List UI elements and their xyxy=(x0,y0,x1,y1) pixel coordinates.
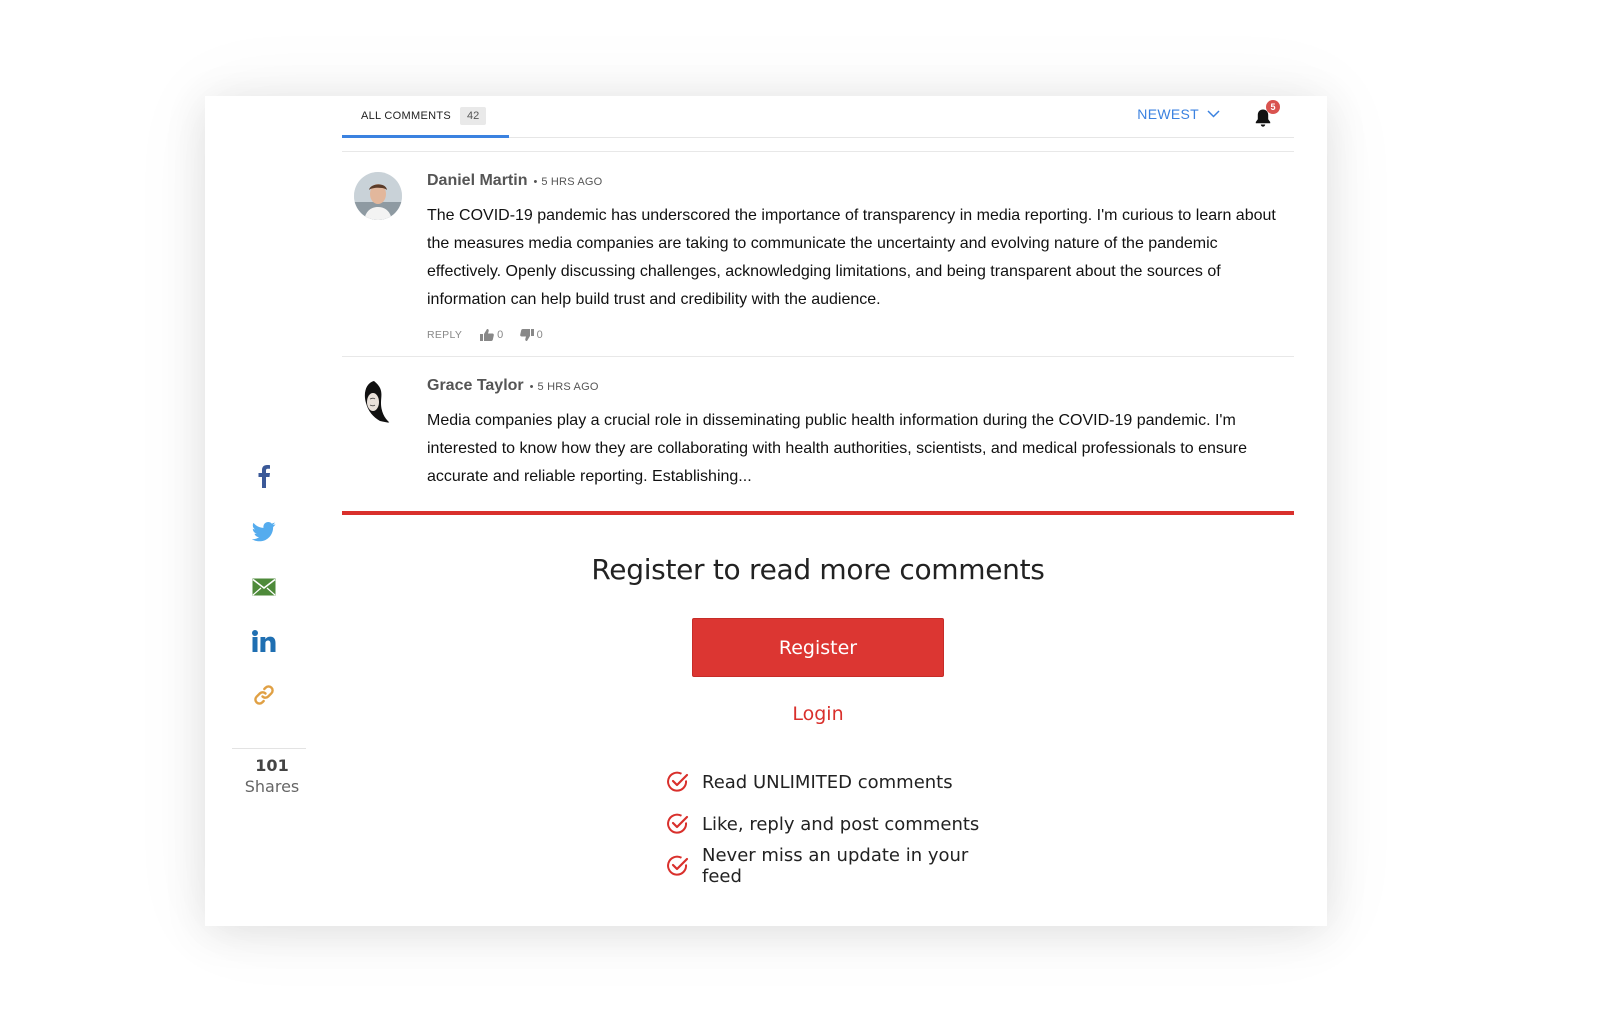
benefit-item xyxy=(666,761,988,803)
comment-body: The COVID-19 pandemic has underscored the importance of transparency in media reporting. I'm curious to learn about the measures media companies are taking to communicate the uncertainty and evolving nature of the pandemic effectively. Openly discussing challenges, acknowledging limitations, and being transparent about the sources of information can help build trust and credibility with the audience. xyxy=(427,207,1276,308)
twitter-icon xyxy=(252,522,276,542)
email-icon xyxy=(252,578,276,596)
benefit-text: Never miss an update in your feed xyxy=(702,845,969,887)
comment-header xyxy=(427,377,1294,399)
sort-dropdown[interactable] xyxy=(1137,106,1220,122)
share-sidebar xyxy=(205,96,345,926)
notifications-button[interactable] xyxy=(1254,102,1278,128)
reply-button[interactable]: REPLY xyxy=(427,329,463,341)
benefits-list xyxy=(648,761,988,887)
check-circle-icon xyxy=(666,770,690,794)
register-title: Register to read more comments xyxy=(591,553,1045,586)
benefit-item xyxy=(666,845,988,887)
thumbs-down-icon xyxy=(520,329,534,341)
comment-header xyxy=(427,172,1294,194)
comment-count-badge: 42 xyxy=(460,107,486,125)
benefit-item xyxy=(666,803,988,845)
dislike-count: 0 xyxy=(536,329,543,341)
avatar-daniel-martin-image xyxy=(354,172,402,220)
comment-author[interactable]: Grace Taylor xyxy=(427,377,524,394)
comment-item xyxy=(342,152,1294,357)
benefit-text: Like, reply and post comments xyxy=(702,813,980,835)
comments-section xyxy=(342,96,1294,887)
register-button[interactable]: Register xyxy=(692,618,944,677)
comment-timestamp: 5 HRS AGO xyxy=(537,381,599,393)
comment-author[interactable]: Daniel Martin xyxy=(427,172,528,189)
benefit-text: Read UNLIMITED comments xyxy=(702,771,953,793)
separator-dot: • xyxy=(529,381,534,393)
facebook-share-button[interactable] xyxy=(247,459,281,493)
comment-item xyxy=(342,357,1294,491)
copy-link-button[interactable] xyxy=(247,678,281,712)
share-count: 101 xyxy=(255,756,289,775)
chevron-down-icon xyxy=(1207,110,1220,118)
thumbs-up-icon xyxy=(480,329,494,341)
avatar[interactable] xyxy=(354,377,402,425)
twitter-share-button[interactable] xyxy=(247,515,281,549)
like-button[interactable] xyxy=(480,329,503,341)
linkedin-icon xyxy=(252,630,276,652)
link-icon xyxy=(253,684,275,706)
check-circle-icon xyxy=(666,812,690,836)
comment-timestamp: 5 HRS AGO xyxy=(541,176,603,188)
register-prompt xyxy=(342,553,1294,887)
share-divider xyxy=(232,748,306,749)
comments-tab-bar xyxy=(342,96,1294,138)
login-link[interactable]: Login xyxy=(792,703,844,725)
comments-card xyxy=(205,96,1327,926)
paywall-divider xyxy=(342,511,1294,515)
comment-body: Media companies play a crucial role in disseminating public health information during the COVID-19 pandemic. I'm interested to know how they are collaborating with health authorities, scientists, and medical professionals to ensure accurate and reliable reporting. Establishing... xyxy=(427,412,1248,485)
spacer xyxy=(342,138,1294,151)
tab-all-comments[interactable] xyxy=(342,96,509,138)
like-count: 0 xyxy=(497,329,504,341)
tab-all-comments-label: ALL COMMENTS xyxy=(361,109,451,122)
facebook-icon xyxy=(257,464,271,488)
share-label: Shares xyxy=(244,777,300,796)
linkedin-share-button[interactable] xyxy=(247,624,281,658)
check-circle-icon xyxy=(666,854,690,878)
separator-dot: • xyxy=(533,176,538,188)
sort-label: NEWEST xyxy=(1137,106,1199,122)
comment-actions xyxy=(427,314,1294,356)
avatar-grace-taylor-image xyxy=(354,377,402,425)
notification-badge: 5 xyxy=(1266,100,1280,114)
dislike-button[interactable] xyxy=(520,329,543,341)
avatar[interactable] xyxy=(354,172,402,220)
email-share-button[interactable] xyxy=(247,570,281,604)
